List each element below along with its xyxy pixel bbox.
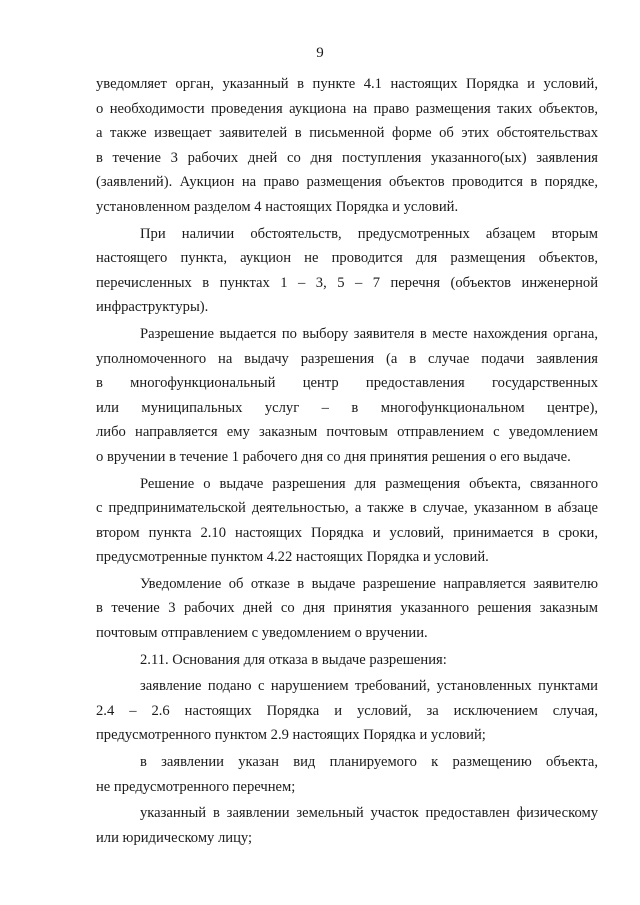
- text-line: Решение о выдаче разрешения для размещения объекта, связанного: [140, 475, 598, 492]
- paragraph: [96, 222, 598, 320]
- paragraph: [96, 322, 598, 470]
- paragraph: [96, 648, 598, 673]
- text-line: (заявлений). Аукцион на право размещения объектов проводится в порядке,: [96, 174, 598, 191]
- text-line: указанный в заявлении земельный участок предоставлен физическому: [140, 805, 598, 822]
- paragraph: [96, 472, 598, 570]
- text-line: предусмотренного пунктом 2.9 настоящих Порядка и условий;: [96, 727, 486, 744]
- text-line: в течение 3 рабочих дней со дня поступления указанного(ых) заявления: [96, 149, 598, 166]
- text-line: предусмотренные пунктом 4.22 настоящих Порядка и условий.: [96, 549, 489, 566]
- text-line: установленном разделом 4 настоящих Порядка и условий.: [96, 198, 459, 215]
- paragraph: [96, 72, 598, 220]
- text-line: в течение 3 рабочих дней со дня принятия указанного решения заказным: [96, 600, 598, 617]
- paragraph: [96, 674, 598, 748]
- text-line: с предпринимательской деятельностью, а также в случае, указанном в абзаце: [96, 500, 598, 517]
- text-line: в многофункциональный центр предоставления государственных: [96, 375, 598, 392]
- text-line: настоящего пункта, аукцион не проводится для размещения объектов,: [96, 250, 598, 267]
- text-line: либо направляется ему заказным почтовым отправлением с уведомлением: [96, 424, 598, 441]
- text-line: Разрешение выдается по выбору заявителя в месте нахождения органа,: [140, 325, 598, 342]
- text-line: или юридическому лицу;: [96, 829, 253, 846]
- document-body: [96, 72, 598, 850]
- text-line: Уведомление об отказе в выдаче разрешение направляется заявителю: [140, 575, 598, 592]
- text-line: или муниципальных услуг – в многофункциональном центре),: [96, 399, 598, 416]
- text-line: При наличии обстоятельств, предусмотренных абзацем вторым: [140, 225, 598, 242]
- text-line: уполномоченного на выдачу разрешения (а в случае подачи заявления: [96, 350, 598, 367]
- text-line: втором пункта 2.10 настоящих Порядка и условий, принимается в сроки,: [96, 524, 598, 541]
- text-line: не предусмотренного перечнем;: [96, 778, 296, 795]
- text-line: о вручении в течение 1 рабочего дня со дня принятия решения о его выдаче.: [96, 448, 571, 465]
- text-line: уведомляет орган, указанный в пункте 4.1 настоящих Порядка и условий,: [96, 76, 598, 92]
- text-line: инфраструктуры).: [96, 299, 209, 316]
- text-line: почтовым отправлением с уведомлением о вручении.: [96, 625, 428, 642]
- text-line: о необходимости проведения аукциона на право размещения таких объектов,: [96, 100, 598, 117]
- page-number: 9: [316, 45, 324, 61]
- paragraph: [96, 801, 598, 850]
- text-line: а также извещает заявителей в письменной форме об этих обстоятельствах: [96, 125, 598, 142]
- paragraph: [96, 750, 598, 799]
- text-line: перечисленных в пунктах 1 – 3, 5 – 7 перечня (объектов инженерной: [96, 274, 598, 291]
- text-line: заявление подано с нарушением требований, установленных пунктами: [140, 678, 598, 695]
- text-line: 2.11. Основания для отказа в выдаче разрешения:: [140, 651, 447, 668]
- paragraph: [96, 572, 598, 646]
- text-line: в заявлении указан вид планируемого к размещению объекта,: [140, 754, 598, 771]
- text-line: 2.4 – 2.6 настоящих Порядка и условий, за исключением случая,: [96, 702, 598, 719]
